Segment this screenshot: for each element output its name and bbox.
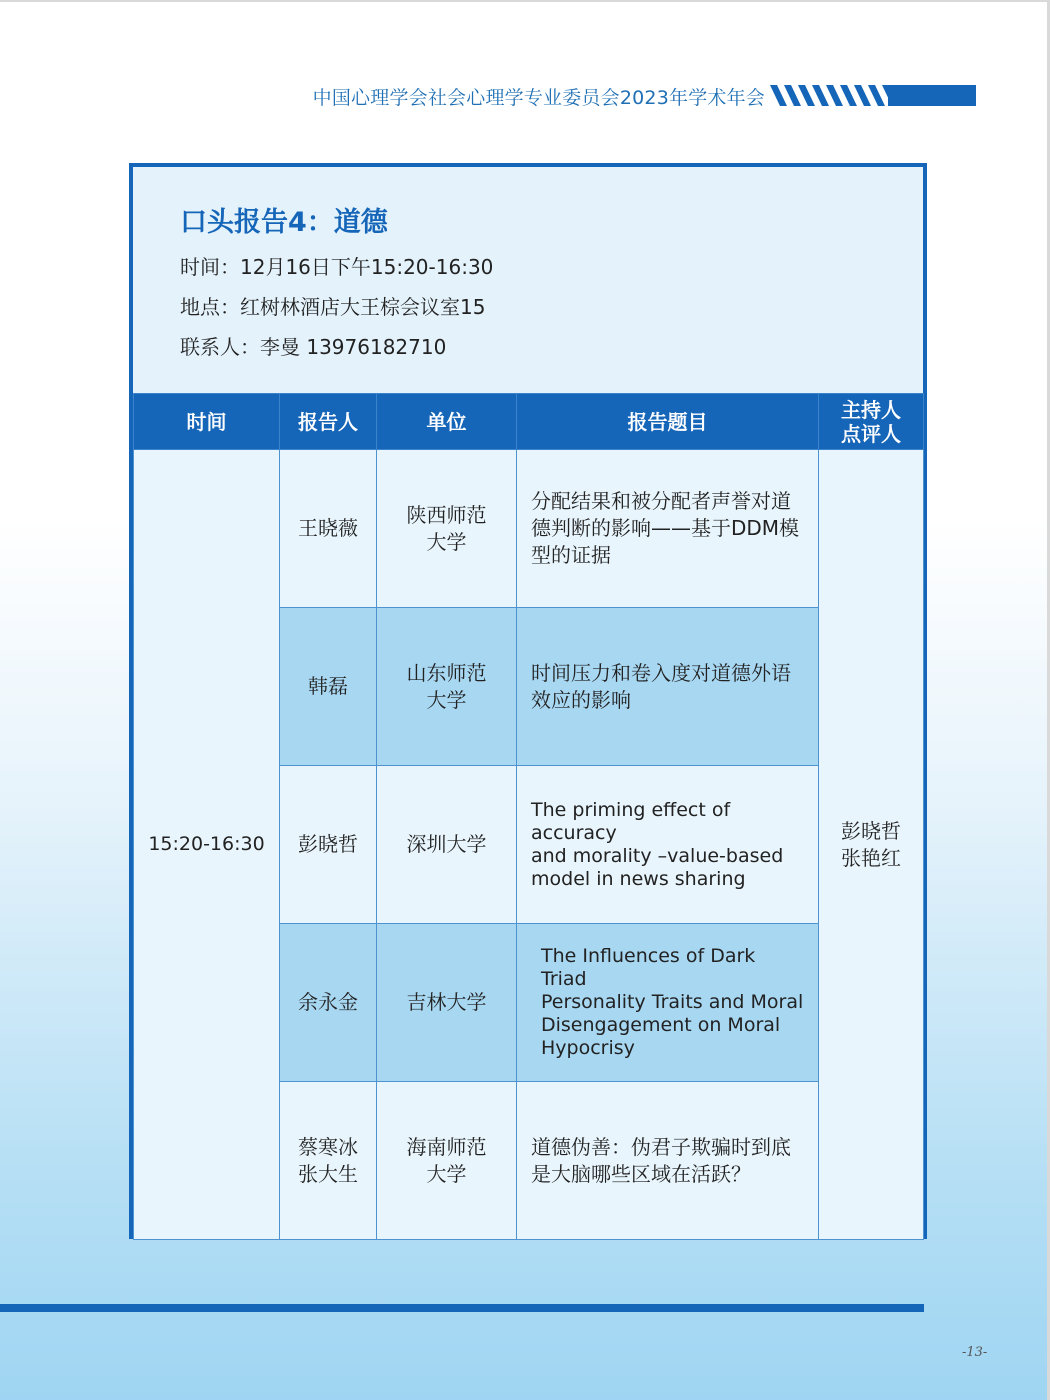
unit-line: 海南师范 [406,1134,487,1159]
schedule-table [133,393,924,1240]
session-location: 地点：红树林酒店大王棕会议室15 [180,295,486,319]
header-topic: 报告题目 [517,394,819,450]
host-cell [819,450,924,1240]
topic-cell [517,608,819,766]
session-time: 时间：12月16日下午15:20-16:30 [180,255,494,279]
topic-line: The Influences of Dark Triad [541,945,756,990]
speaker-name: 彭晓哲 [298,832,358,856]
topic-line: model in news sharing [531,867,746,890]
topic-cell [517,450,819,608]
topic-line: Personality Traits and Moral [541,991,804,1013]
table-header-row [134,394,924,450]
footer-bar [0,1304,924,1312]
topic-line: and morality –value-based [531,844,784,867]
speaker-cell [280,450,377,608]
unit-line: 大学 [426,1161,467,1186]
topic-line: 德判断的影响——基于DDM模 [531,516,800,540]
unit-cell [377,766,517,924]
topic-cell [517,924,819,1082]
header-host-line: 主持人 [841,397,901,422]
speaker-cell [280,924,377,1082]
topic-line: 分配结果和被分配者声誉对道 [531,489,791,513]
page-number: -13- [962,1345,988,1360]
topic-line: 道德伪善：伪君子欺骗时到底 [531,1134,791,1159]
unit-line: 深圳大学 [406,832,487,856]
host-name: 张艳红 [841,845,901,870]
top-border-line [0,0,1050,2]
session-frame [129,163,927,1239]
unit-cell [377,924,517,1082]
session-title: 口头报告4：道德 [180,207,388,238]
table-row [134,450,924,608]
topic-line: 时间压力和卷入度对道德外语 [531,660,791,685]
topic-line: The priming effect of accuracy [531,798,731,844]
header-time: 时间 [134,394,280,450]
unit-line: 吉林大学 [406,990,487,1014]
topic-line: Disengagement on Moral [541,1014,781,1036]
header-unit: 单位 [377,394,517,450]
header-host [819,394,924,450]
topic-line: 是大脑哪些区域在活跃？ [531,1161,751,1186]
header-speaker: 报告人 [280,394,377,450]
unit-line: 山东师范 [406,660,487,685]
host-name: 彭晓哲 [841,818,901,843]
header-reviewer-line: 点评人 [841,421,901,446]
topic-line: 型的证据 [531,543,611,567]
speaker-cell [280,1082,377,1240]
unit-cell [377,450,517,608]
topic-cell [517,1082,819,1240]
session-contact: 联系人：李曼 13976182710 [180,335,447,359]
speaker-name: 余永金 [298,990,358,1014]
conference-title: 中国心理学会社会心理学专业委员会2023年学术年会 [312,87,765,109]
speaker-name: 王晓薇 [298,516,358,540]
topic-line: Hypocrisy [541,1037,635,1059]
speaker-cell [280,608,377,766]
speaker-name: 蔡寒冰 [298,1134,358,1159]
unit-cell [377,608,517,766]
topic-line: 效应的影响 [531,687,631,712]
time-slot-cell: 15:20-16:30 [134,450,280,1240]
unit-line: 大学 [426,529,467,554]
header-stripes-decoration [770,85,976,106]
unit-line: 大学 [426,687,467,712]
speaker-name: 张大生 [298,1161,358,1186]
unit-line: 陕西师范 [406,502,487,527]
unit-cell [377,1082,517,1240]
topic-cell [517,766,819,924]
session-info-panel [133,167,923,394]
speaker-name: 韩磊 [308,674,348,698]
speaker-cell [280,766,377,924]
